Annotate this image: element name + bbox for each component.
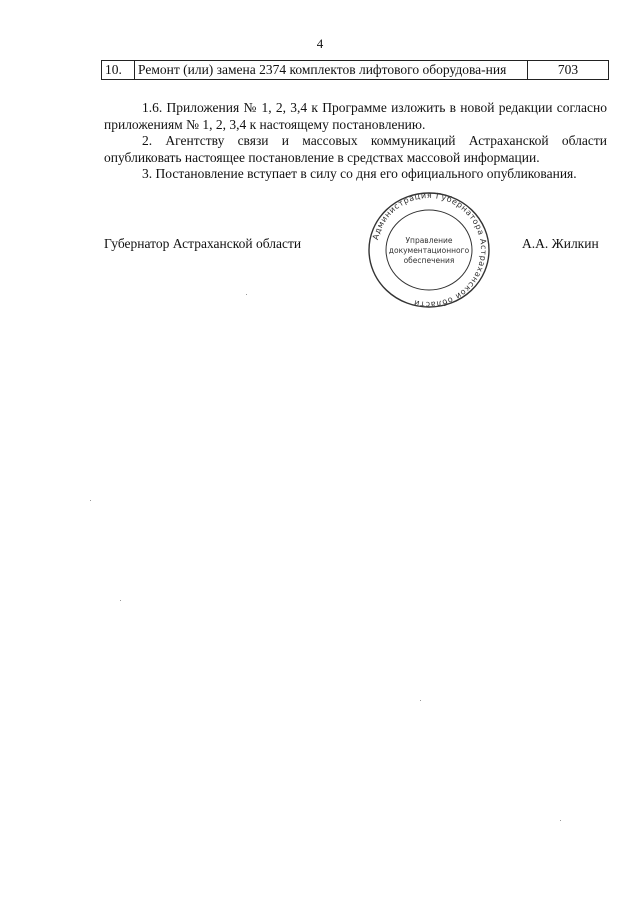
scan-speck	[420, 700, 421, 701]
paragraph-text: 1.6. Приложения № 1, 2, 3,4 к Программе изложить в новой редакции согласно приложениям № 1, 2, 3,4 к настоящему постановлению.	[104, 100, 607, 132]
seal-inner-line-2: документационного	[388, 246, 470, 255]
seal-inner-line-1: Управление	[405, 236, 453, 245]
paragraph-3	[104, 166, 607, 183]
row-value-cell: 703	[528, 61, 609, 80]
page-number: 4	[316, 36, 324, 51]
table-row	[102, 61, 609, 80]
scan-speck	[560, 820, 561, 821]
paragraph-1-6	[104, 100, 607, 133]
items-table	[101, 60, 609, 80]
paragraph-text: 3. Постановление вступает в силу со дня его официального опубликования.	[142, 166, 577, 181]
scan-speck	[90, 500, 91, 501]
scan-speck	[120, 600, 121, 601]
signatory-name: А.А. Жилкин	[522, 236, 599, 251]
seal-inner-line-3: обеспечения	[403, 256, 455, 265]
row-number-cell: 10.	[102, 61, 135, 80]
signatory-position: Губернатор Астраханской области	[104, 236, 302, 251]
paragraph-text: 2. Агентству связи и массовых коммуникаций Астраханской области опубликовать настоящее постановление в средствах массовой информации.	[104, 133, 607, 165]
scan-speck	[246, 294, 247, 295]
official-seal	[364, 190, 494, 310]
paragraph-2	[104, 133, 607, 166]
seal-outer-text: Администрация Губернатора Астраханской области	[371, 190, 489, 310]
row-description-cell: Ремонт (или) замена 2374 комплектов лифтового оборудова-ния	[135, 61, 528, 80]
